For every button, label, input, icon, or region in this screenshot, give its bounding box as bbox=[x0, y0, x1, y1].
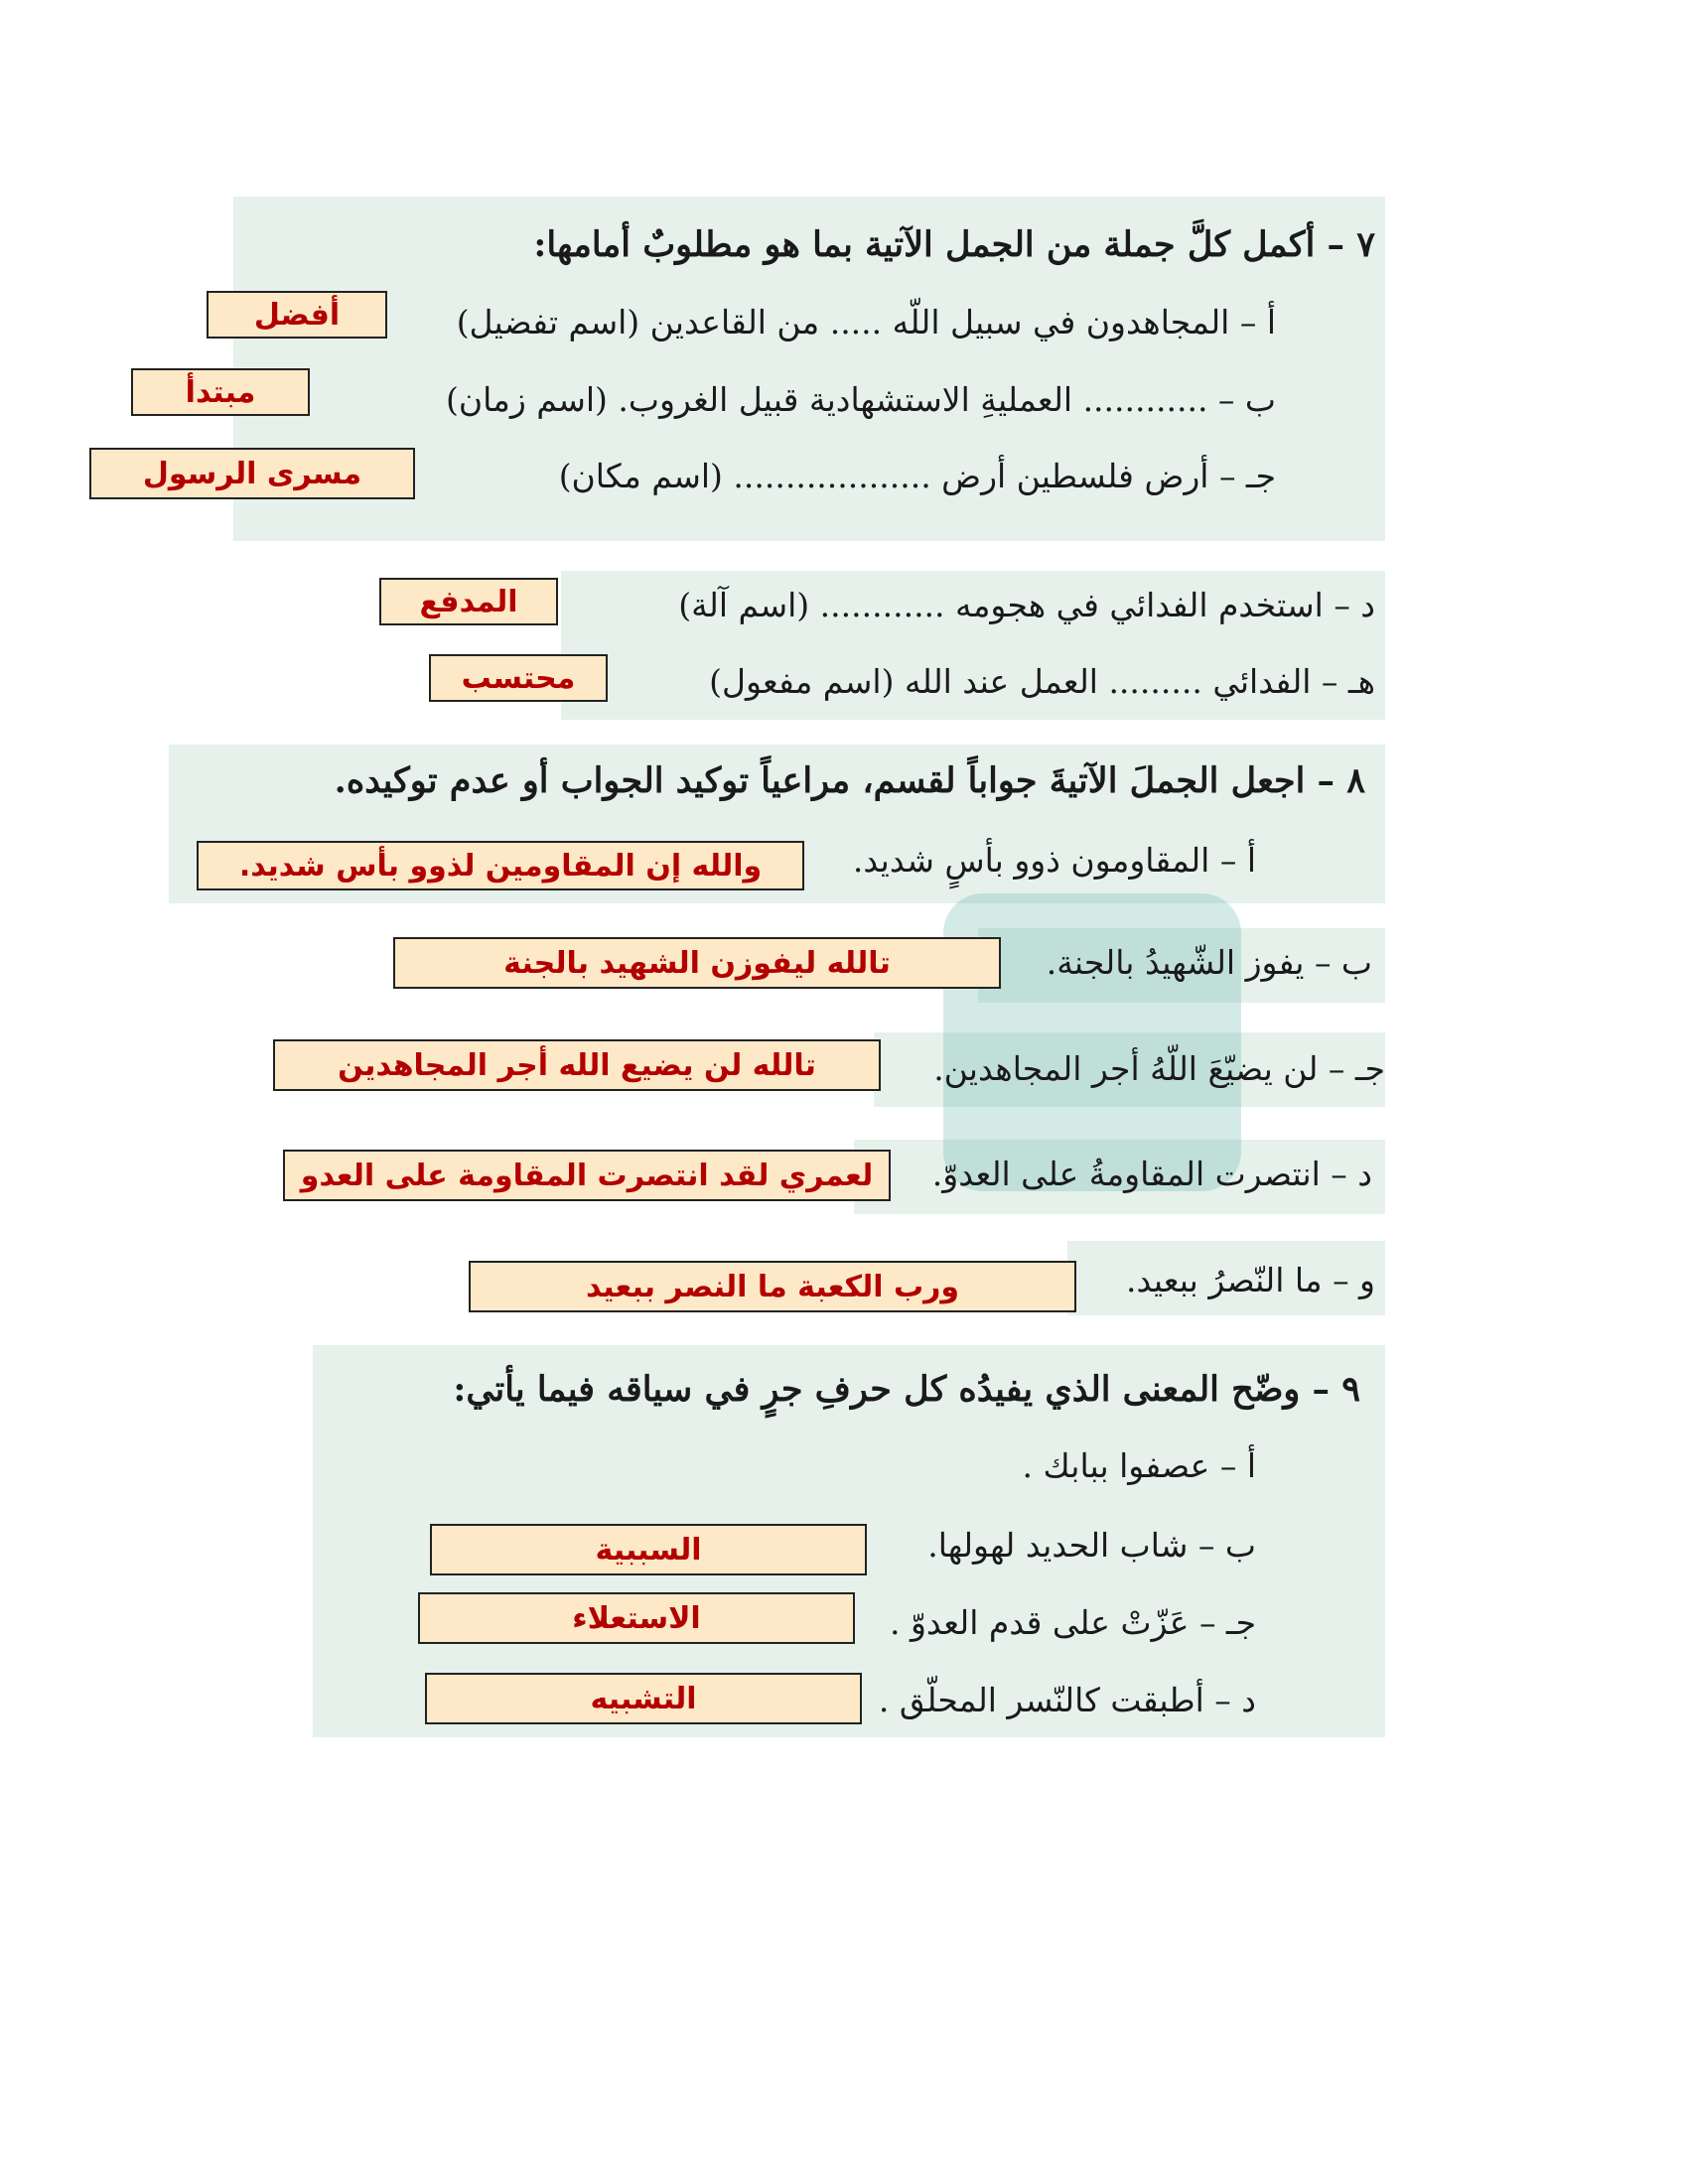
q9-answer-c: الاستعلاء bbox=[418, 1592, 855, 1644]
q8-answer-c: تالله لن يضيع الله أجر المجاهدين bbox=[273, 1039, 881, 1091]
q9-item-b: ب – شاب الحديد لهولها. bbox=[927, 1526, 1256, 1565]
q9-item-d: د – أطبقت كالنّسر المحلّق . bbox=[878, 1681, 1256, 1719]
q9-item-a: أ – عصفوا ببابك . bbox=[1022, 1446, 1256, 1485]
q7-answer-b: مبتدأ bbox=[131, 368, 310, 416]
q8-answer-b: تالله ليفوزن الشهيد بالجنة bbox=[393, 937, 1001, 989]
q7-answer-d: المدفع bbox=[379, 578, 558, 625]
q9-heading: ٩ – وضّح المعنى الذي يفيدُه كل حرفِ جرٍ في سياقه فيما يأتي: bbox=[453, 1369, 1360, 1410]
q7-item-a: أ – المجاهدون في سبيل اللّه ..... من القاعدين (اسم تفضيل) bbox=[456, 303, 1276, 341]
q7-item-e: هـ – الفدائي ......... العمل عند الله (اسم مفعول) bbox=[709, 662, 1375, 701]
q8-item-c: جـ – لن يضيّعَ اللّهُ أجر المجاهدين. bbox=[933, 1049, 1385, 1088]
q8-answer-d: لعمري لقد انتصرت المقاومة على العدو bbox=[283, 1150, 891, 1201]
q9-item-c: جـ – عَزّتْ على قدم العدوّ . bbox=[889, 1603, 1256, 1642]
q7-answer-c: مسرى الرسول bbox=[89, 448, 415, 499]
q7-item-c: جـ – أرض فلسطين أرض ................... (اسم مكان) bbox=[558, 457, 1276, 495]
q8-item-d: د – انتصرت المقاومةُ على العدوّ. bbox=[931, 1155, 1372, 1193]
q7-heading: ٧ – أكمل كلَّ جملة من الجمل الآتية بما هو مطلوبٌ أمامها: bbox=[533, 224, 1375, 265]
q7-answer-a: أفضل bbox=[207, 291, 387, 339]
q8-heading: ٨ – اجعل الجملَ الآتيةَ جواباً لقسم، مراعياً توكيد الجواب أو عدم توكيده. bbox=[334, 760, 1365, 801]
q8-item-a: أ – المقاومون ذوو بأسٍ شديد. bbox=[852, 841, 1256, 880]
q8-item-b: ب – يفوز الشّهيدُ بالجنة. bbox=[1046, 943, 1372, 982]
q9-answer-b: السببية bbox=[430, 1524, 867, 1575]
q8-answer-e: ورب الكعبة ما النصر ببعيد bbox=[469, 1261, 1076, 1312]
q8-item-e: و – ما النّصرُ ببعيد. bbox=[1126, 1261, 1375, 1299]
q7-item-d: د – استخدم الفدائي في هجومه ............ (اسم آلة) bbox=[678, 586, 1375, 624]
q7-answer-e: محتسب bbox=[429, 654, 608, 702]
q8-answer-a: والله إن المقاومين لذوو بأس شديد. bbox=[197, 841, 804, 890]
q7-item-b: ب – ............ العمليةِ الاستشهادية قبيل الغروب. (اسم زمان) bbox=[446, 380, 1276, 419]
q9-answer-d: التشبيه bbox=[425, 1673, 862, 1724]
